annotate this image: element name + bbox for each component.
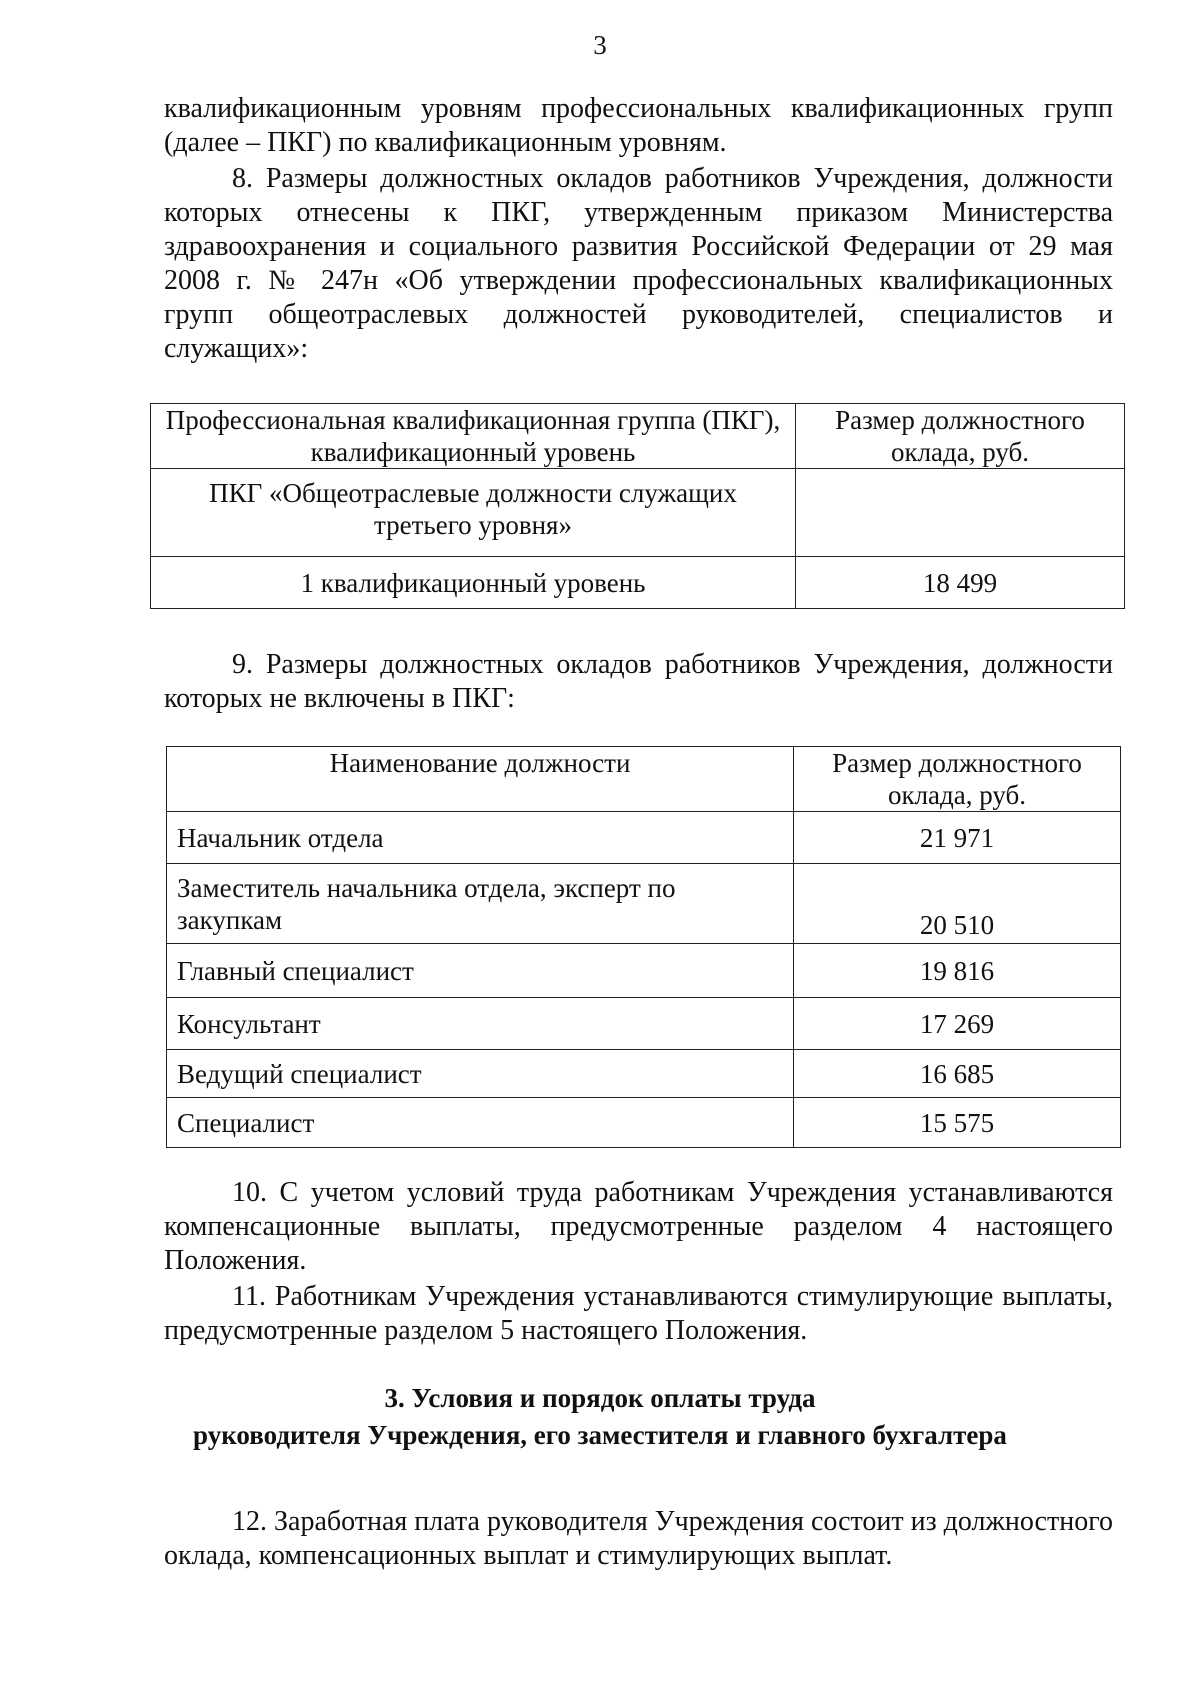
section-heading-line-2: руководителя Учреждения, его заместителя и главного бухгалтера xyxy=(193,1420,1007,1450)
positions-salary-table xyxy=(166,746,1121,1148)
salary-value: 16 685 xyxy=(794,1050,1121,1098)
pkg-group-value xyxy=(796,469,1125,557)
salary-value: 19 816 xyxy=(794,944,1121,998)
pkg-group-label: ПКГ «Общеотраслевые должности служащих третьего уровня» xyxy=(151,469,796,557)
table-header-cell: Профессиональная квалификационная группа (ПКГ), квалификационный уровень xyxy=(151,404,796,469)
position-name: Консультант xyxy=(167,998,794,1050)
position-name: Главный специалист xyxy=(167,944,794,998)
salary-value: 18 499 xyxy=(796,557,1125,609)
table-header-row xyxy=(167,747,1121,812)
paragraph-8: 8. Размеры должностных окладов работников Учреждения, должности которых отнесены к ПКГ, утвержденным приказом Министерства здравоохранения и социального развития Российской Федерации от 29 мая 2008 г. № 247н «Об утверждении профессиональных квалификационных групп общеотраслевых должностей руководителей, специалистов и служащих»: xyxy=(164,163,1113,364)
salary-value: 17 269 xyxy=(794,998,1121,1050)
salary-value: 21 971 xyxy=(794,812,1121,864)
position-name: Заместитель начальника отдела, эксперт по закупкам xyxy=(167,864,794,944)
table-row xyxy=(151,469,1125,557)
pkg-salary-table xyxy=(150,403,1125,609)
position-name: Ведущий специалист xyxy=(167,1050,794,1098)
salary-value: 15 575 xyxy=(794,1098,1121,1148)
paragraph-11: 11. Работникам Учреждения устанавливаются стимулирующие выплаты, предусмотренные разделом 5 настоящего Положения. xyxy=(164,1281,1113,1346)
table-row xyxy=(167,1098,1121,1148)
paragraph-intro: квалификационным уровням профессиональных квалификационных групп (далее – ПКГ) по квалификационным уровням. xyxy=(164,93,1113,158)
table-row xyxy=(167,944,1121,998)
table-header-cell: Размер должностного оклада, руб. xyxy=(796,404,1125,469)
table-header-cell: Размер должностного оклада, руб. xyxy=(794,747,1121,812)
table-header-row xyxy=(151,404,1125,469)
qualification-level-label: 1 квалификационный уровень xyxy=(151,557,796,609)
table-row xyxy=(167,864,1121,944)
paragraph-9: 9. Размеры должностных окладов работников Учреждения, должности которых не включены в ПКГ: xyxy=(164,649,1113,714)
position-name: Начальник отдела xyxy=(167,812,794,864)
table-header-cell: Наименование должности xyxy=(167,747,794,812)
table-row xyxy=(151,557,1125,609)
table-row xyxy=(167,998,1121,1050)
table-row xyxy=(167,1050,1121,1098)
section-heading-line-1: 3. Условия и порядок оплаты труда xyxy=(384,1383,816,1413)
paragraph-12: 12. Заработная плата руководителя Учреждения состоит из должностного оклада, компенсационных выплат и стимулирующих выплат. xyxy=(164,1506,1113,1571)
salary-value: 20 510 xyxy=(794,864,1121,944)
page-number: 3 xyxy=(593,30,607,60)
paragraph-10: 10. С учетом условий труда работникам Учреждения устанавливаются компенсационные выплаты, предусмотренные разделом 4 настоящего Положения. xyxy=(164,1177,1113,1276)
table-row xyxy=(167,812,1121,864)
position-name: Специалист xyxy=(167,1098,794,1148)
